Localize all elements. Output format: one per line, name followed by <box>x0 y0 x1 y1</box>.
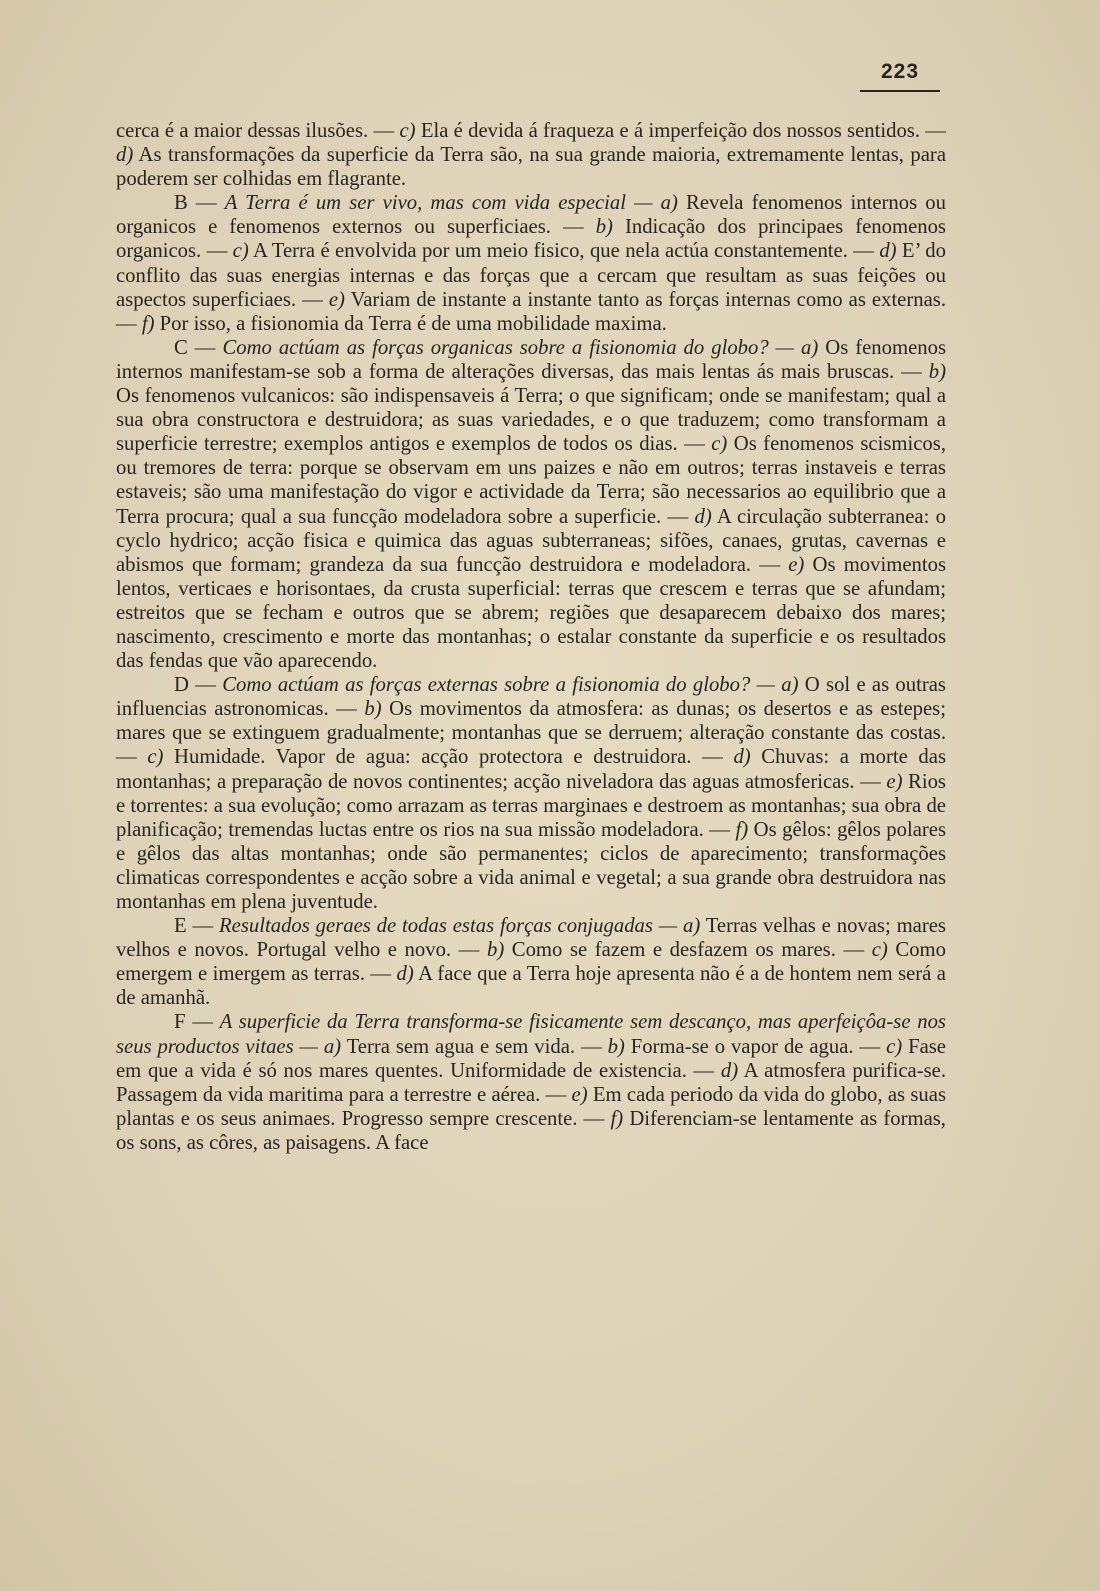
italic-run: e) <box>886 770 903 793</box>
italic-run: f) <box>610 1107 624 1130</box>
text-run: D — <box>174 674 223 697</box>
page-body-text <box>116 119 946 1155</box>
text-run: A circulação subterranea: o cyclo hydrico; acção fisica e quimica das aguas subterraneas; sifões, canaes, grutas, cavernas e abismos que formam; grandeza da sua funcção destruidora e modeladora. — <box>116 505 946 576</box>
paragraph-section-c <box>116 336 946 673</box>
italic-run: b) <box>928 360 946 383</box>
text-run: Como emergem e imergem as terras. — <box>116 939 946 986</box>
text-run: Variam de instante a instante tanto as forças internas como as externas. — <box>116 288 947 335</box>
italic-run: b) <box>607 1035 625 1058</box>
italic-run: f) <box>141 312 155 335</box>
italic-run: e) <box>571 1083 588 1106</box>
italic-run: c) <box>886 1035 903 1058</box>
text-run: Os fenomenos scismicos, ou tremores de terra: porque se observam em uns paizes e não em outros; terras instaveis e terras estaveis; são uma manifestação do vigor e actividade da Terra; são necessarios ao equilibrio que a Terra procura; qual a sua funcção modeladora sobre a superficie. — <box>116 433 946 528</box>
text-run: F — <box>174 1011 220 1034</box>
paragraph-section-e <box>116 914 946 1010</box>
italic-run: d) <box>879 240 897 263</box>
paragraph-section-b <box>116 191 946 336</box>
italic-run: e) <box>788 553 805 576</box>
italic-run: d) <box>116 144 134 167</box>
text-run: B — <box>174 192 225 215</box>
italic-run: Resultados geraes de todas estas forças conjugadas — a) <box>219 915 701 938</box>
text-run: A face que a Terra hoje apresenta não é a de hontem nem será a de amanhã. <box>116 963 946 1010</box>
text-run: Diferenciam-se lentamente as formas, os sons, as côres, as paisagens. A face <box>116 1107 946 1154</box>
text-run: Indicação dos principaes fenomenos organicos. — <box>116 216 946 263</box>
text-run: Por isso, a fisionomia da Terra é de uma mobilidade maxima. <box>154 312 667 335</box>
italic-run: A Terra é um ser vivo, mas com vida especial — a) <box>224 192 678 215</box>
italic-run: f) <box>735 818 749 841</box>
italic-run: e) <box>328 288 345 311</box>
text-run: Rios e torrentes: a sua evolução; como arrazam as terras marginaes e destroem as montanhas; sua obra de planificação; tremendas luctas entre os rios na sua missão modeladora. — <box>116 770 946 841</box>
italic-run: b) <box>364 698 382 721</box>
text-run: E’ do conflito das suas energias internas e das forças que a cercam que resultam as suas feições ou aspectos superficiaes. — <box>116 240 946 311</box>
italic-run: c) <box>711 433 728 456</box>
text-run: C — <box>174 336 223 359</box>
italic-run: Como actúam as forças organicas sobre a fisionomia do globo? — a) <box>222 336 819 359</box>
italic-run: d) <box>396 963 414 986</box>
text-run: Fase em que a vida é só nos mares quentes. Uniformidade de existencia. — <box>116 1035 946 1082</box>
text-run: O sol e as outras influencias astronomicas. — <box>116 674 946 721</box>
text-run: Revela fenomenos internos ou organicos e fenomenos externos ou superficiaes. — <box>116 192 946 239</box>
text-run: Chuvas: a morte das montanhas; a preparação de novos continentes; acção niveladora das aguas atmosfericas. — <box>116 746 947 793</box>
italic-run: b) <box>486 939 505 962</box>
italic-run: A superficie da Terra transforma-se fisicamente sem descanço, mas aperfeiçôa-se nos seus productos vitaes — a) <box>116 1011 946 1058</box>
text-run: Ela é devida á fraqueza e á imperfeição dos nossos sentidos. — <box>415 120 946 142</box>
italic-run: Como actúam as forças externas sobre a fisionomia do globo? — a) <box>222 674 799 697</box>
text-run: Terra sem agua e sem vida. — <box>341 1035 608 1058</box>
text-run: Em cada periodo da vida do globo, as suas plantas e os seus animaes. Progresso sempre crescente. — <box>116 1083 946 1130</box>
italic-run: c) <box>871 939 888 962</box>
text-run: Forma-se o vapor de agua. — <box>624 1035 887 1058</box>
text-run: Os movimentos lentos, verticaes e horisontaes, da crusta superficial: terras que crescem e terras que se afundam; estreitos que se fecham e outros que se abrem; regiões que desaparecem debaixo dos mares; nascimento, crescimento e morte das montanhas; o estalar constante da superficie e os resultados das fendas que vão aparecendo. <box>116 553 946 673</box>
text-run: A atmosfera purifica-se. Passagem da vida maritima para a terrestre e aérea. — <box>116 1059 946 1106</box>
text-run: As transformações da superficie da Terra são, na sua grande maioria, extremamente lentas, para poderem ser colhidas em flagrante. <box>116 144 946 191</box>
paragraph-section-d <box>116 673 946 914</box>
text-run: Os gêlos: gêlos polares e gêlos das altas montanhas; onde são permanentes; ciclos de aparecimento; transformações climaticas correspondentes e acção sobre a vida animal e vegetal; a sua grande obra destruidora nas montanhas em plena juventude. <box>116 818 946 913</box>
italic-run: d) <box>694 505 712 528</box>
italic-run: b) <box>595 216 613 239</box>
page-number: 223 <box>860 60 940 92</box>
italic-run: d) <box>733 746 751 769</box>
text-run: A Terra é envolvida por um meio fisico, que nela actúa constantemente. — <box>248 240 880 263</box>
text-run: cerca é a maior dessas ilusões. — <box>116 120 400 142</box>
text-run: Humidade. Vapor de agua: acção protectora e destruidora. — <box>163 746 734 769</box>
italic-run: c) <box>399 120 416 142</box>
text-run: Como se fazem e desfazem os mares. — <box>504 939 872 962</box>
paragraph-continuation <box>116 119 946 191</box>
italic-run: c) <box>147 746 164 769</box>
text-run: Os fenomenos vulcanicos: são indispensaveis á Terra; o que significam; onde se manifestam; qual a sua obra constructora e destruidora; as suas variedades, e o que traduzem; como transformam a superficie terrestre; exemplos antigos e exemplos de todos os dias. — <box>116 385 946 456</box>
text-run: Terras velhas e novas; mares velhos e novos. Portugal velho e novo. — <box>116 915 946 962</box>
paragraph-section-f <box>116 1010 946 1155</box>
text-run: Os movimentos da atmosfera: as dunas; os desertos e as estepes; mares que se extinguem gradualmente; montanhas que se derruem; alteração constante das costas. — <box>116 698 946 769</box>
italic-run: d) <box>720 1059 739 1082</box>
italic-run: c) <box>232 240 249 263</box>
text-run: E — <box>174 915 220 938</box>
text-run: Os fenomenos internos manifestam-se sob a forma de alterações diversas, das mais lentas ás mais bruscas. — <box>116 336 946 383</box>
